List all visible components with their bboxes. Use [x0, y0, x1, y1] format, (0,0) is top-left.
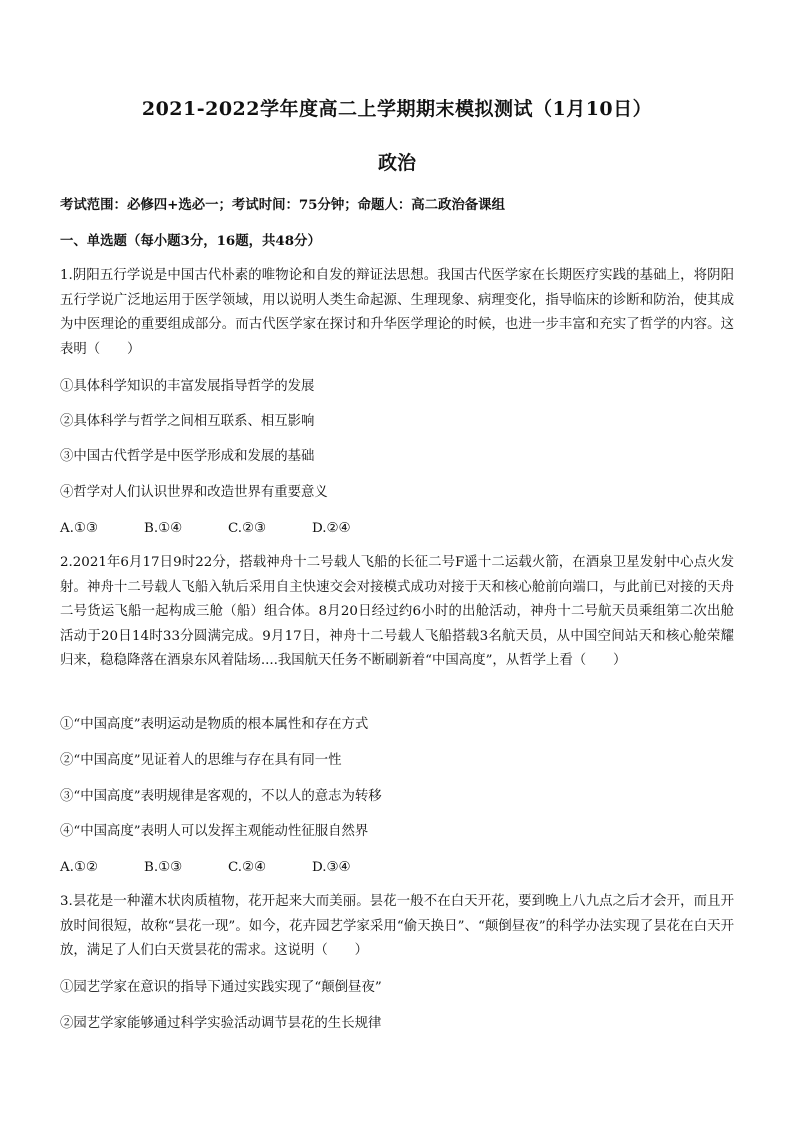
question-1-choices	[60, 520, 396, 538]
question-1-choice-c: C.②③	[228, 521, 267, 536]
question-2-option-4: ④“中国高度”表明人可以发挥主观能动性征服自然界	[60, 824, 369, 839]
question-1-choice-b: B.①④	[144, 521, 183, 536]
question-2-choice-d: D.③④	[312, 860, 351, 875]
question-2-choice-c: C.②④	[228, 860, 267, 875]
question-2-choice-a: A.①②	[60, 860, 98, 875]
question-2-option-1: ①“中国高度”表明运动是物质的根本属性和存在方式	[60, 717, 369, 732]
exam-info: 考试范围：必修四+选必一；考试时间：75分钟；命题人：高二政治备课组	[60, 197, 505, 213]
question-2-stem: 2.2021年6月17日9时22分，搭载神舟十二号载人飞船的长征二号F遥十二运载火箭，在酒泉卫星发射中心点火发射。神舟十二号载人飞船入轨后采用自主快速交会对接模式成功对接于天和核心舱前向端口，与此前已对接的天舟二号货运飞船一起构成三舱（船）组合体。8月20日经过约6小时的出舱活动，神舟十二号航天员乘组第二次出舱活动于20日14时33分圆满完成。9月17日，神舟十二号载人飞船搭载3名航天员，从中国空间站天和核心舱荣耀归来，稳稳降落在酒泉东风着陆场....我国航天任务不断刷新着“中国高度”，从哲学上看（ ）	[60, 555, 734, 668]
question-1-option-4: ④哲学对人们认识世界和改造世界有重要意义	[60, 485, 328, 500]
question-3-option-1: ①园艺学家在意识的指导下通过实践实现了“颠倒昼夜”	[60, 980, 382, 995]
question-2-option-3: ③“中国高度”表明规律是客观的，不以人的意志为转移	[60, 789, 382, 804]
exam-title: 2021-2022学年度高二上学期期末模拟测试（1月10日）	[141, 98, 653, 120]
question-3-stem: 3.昙花是一种灌木状肉质植物，花开起来大而美丽。昙花一般不在白天开花，要到晚上八九点之后才会开，而且开放时间很短，故称“昙花一现”。如今，花卉园艺学家采用“偷天换日”、“颠倒昼夜”的科学办法实现了昙花在白天开放，满足了人们白天赏昙花的需求。这说明（ ）	[60, 894, 734, 958]
section-heading: 一、单选题（每小题3分，16题，共48分）	[60, 233, 321, 249]
question-1-choice-a: A.①③	[60, 521, 98, 536]
question-3-option-2: ②园艺学家能够通过科学实验活动调节昙花的生长规律	[60, 1016, 382, 1031]
subject-heading: 政治	[377, 152, 416, 174]
question-2-option-2: ②“中国高度”见证着人的思维与存在具有同一性	[60, 753, 342, 768]
question-1-choice-d: D.②④	[312, 521, 351, 536]
question-1-option-1: ①具体科学知识的丰富发展指导哲学的发展	[60, 379, 315, 394]
question-1-option-3: ③中国古代哲学是中医学形成和发展的基础	[60, 449, 315, 464]
question-1-option-2: ②具体科学与哲学之间相互联系、相互影响	[60, 414, 315, 429]
question-2-choice-b: B.①③	[144, 860, 183, 875]
question-2-choices	[60, 859, 396, 877]
question-1-stem: 1.阴阳五行学说是中国古代朴素的唯物论和自发的辩证法思想。我国古代医学家在长期医疗实践的基础上，将阴阳五行学说广泛地运用于医学领域，用以说明人类生命起源、生理现象、病理变化，指导临床的诊断和防治，使其成为中医理论的重要组成部分。而古代医学家在探讨和升华医学理论的时候，也进一步丰富和充实了哲学的内容。这表明（ ）	[60, 268, 734, 357]
